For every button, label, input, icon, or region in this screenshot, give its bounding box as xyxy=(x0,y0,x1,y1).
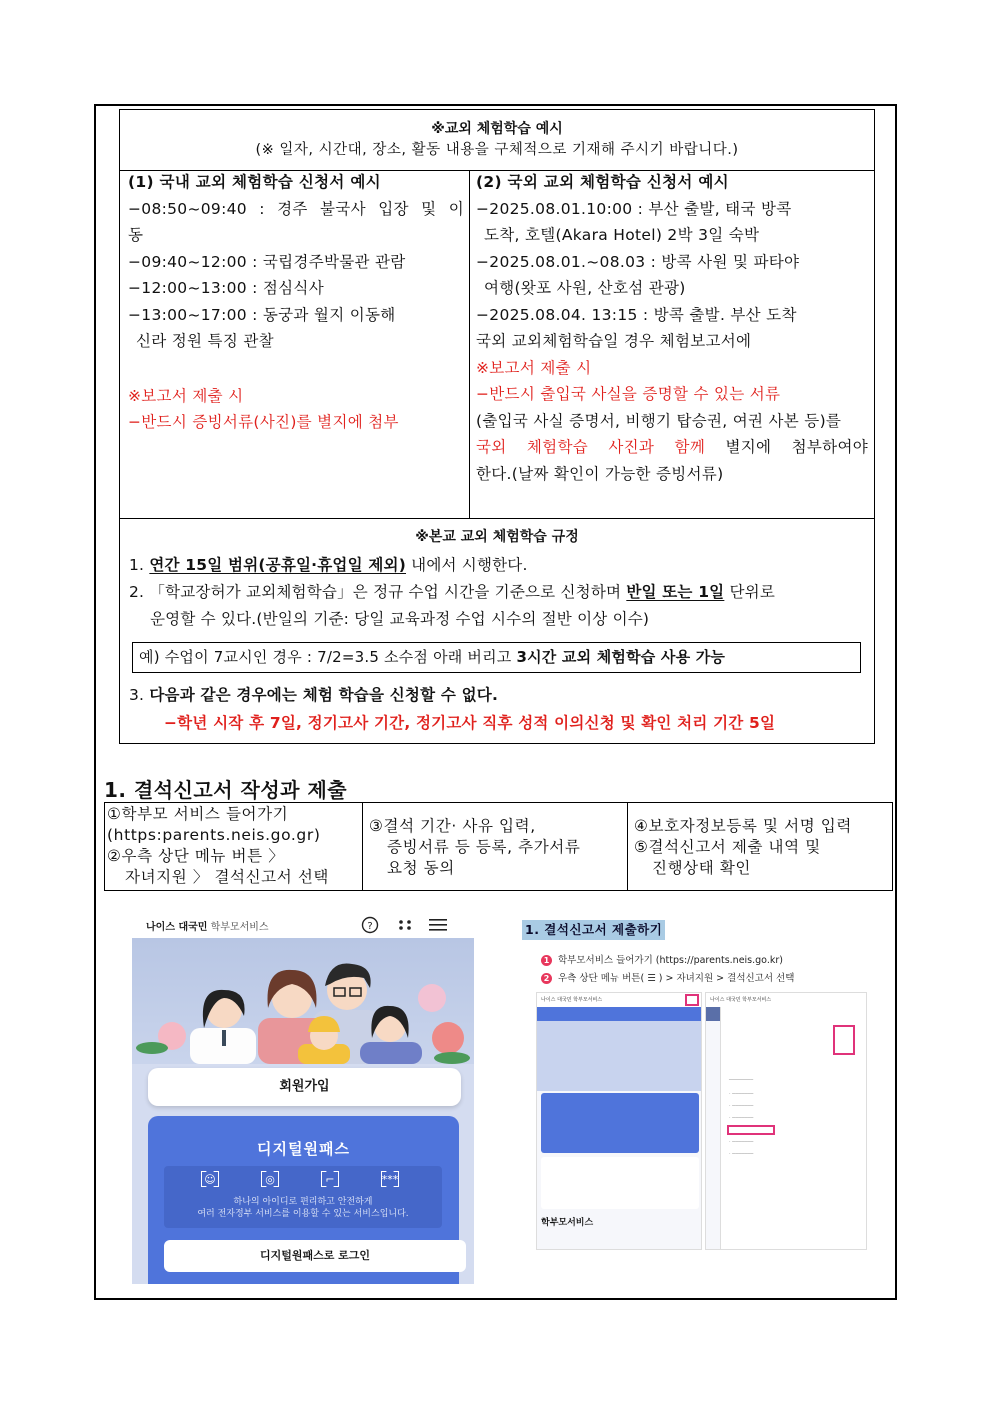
mini-side-menu xyxy=(720,1007,867,1250)
digital-one-pass-login-button[interactable]: 디지털원패스로 로그인 xyxy=(164,1240,466,1272)
guide-step-1 xyxy=(541,952,783,966)
join-button[interactable]: 회원가입 xyxy=(148,1068,461,1106)
step-number-badge: 2 xyxy=(541,973,552,984)
example-title: ※교외 체험학습 예시 xyxy=(431,121,563,137)
step-text: ⑤결석신고서 제출 내역 및 xyxy=(634,838,821,856)
rules-title: ※본교 교외 체험학습 규정 xyxy=(415,529,579,545)
brand-light: 학부모서비스 xyxy=(207,922,269,933)
rule-1 xyxy=(129,553,528,575)
mini-shortcut-icons xyxy=(541,1157,699,1209)
steps-column-2 xyxy=(363,803,628,890)
guide-title: 1. 결석신고서 제출하기 xyxy=(522,920,665,940)
rule-2-emphasis: 반일 또는 1일 xyxy=(626,583,725,601)
rules-box xyxy=(119,518,875,744)
rule-2 xyxy=(129,580,775,602)
step-text: ④보호자정보등록 및 서명 입력 xyxy=(634,817,852,835)
absence-report-menu-highlight xyxy=(727,1125,775,1135)
rule-1-emphasis: 연간 15일 범위(공휴일·휴업일 제외) xyxy=(149,556,407,574)
overseas-heading: (2) 국외 교외 체험학습 신청서 예시 xyxy=(476,173,729,191)
guide-step-text: 우측 상단 메뉴 버튼( ☰ ) > 자녀지원 > 결석신고서 선택 xyxy=(558,973,795,984)
overseas-docs-line: (출입국 사실 증명서, 비행기 탑승권, 여권 사본 등)를 xyxy=(476,411,842,430)
rule-number: 2. xyxy=(129,583,145,601)
domestic-line: 신라 정원 특징 관찰 xyxy=(136,332,274,350)
menu-item: · ─────── xyxy=(729,1151,754,1157)
step-text: 증빙서류 등 등록, 추가서류 xyxy=(387,838,581,856)
step-text: 자녀지원 〉 결석신고서 선택 xyxy=(125,868,329,886)
menu-icon[interactable] xyxy=(428,915,448,935)
mini-student-card xyxy=(541,1093,699,1153)
brand-bold: 나이스 대국민 xyxy=(146,922,208,933)
step-text: ②우측 상단 메뉴 버튼 〉 xyxy=(107,847,285,865)
mini-brand: 나이스 대국민 학부모서비스 xyxy=(706,993,866,1007)
example-table xyxy=(119,109,875,519)
parent-service-screenshot xyxy=(132,912,474,1284)
family-illustration xyxy=(132,938,474,1064)
desc-line: 여러 전자정부 서비스를 이용할 수 있는 서비스입니다. xyxy=(197,1209,409,1219)
example-emphasis: 3시간 교외 체험학습 사용 가능 xyxy=(516,648,726,666)
rule-3 xyxy=(129,683,498,705)
domestic-line: −08:50~09:40 : 경주 불국사 입장 및 이 xyxy=(128,199,464,218)
domestic-line: 동 xyxy=(128,226,144,244)
rule-3-detail: −학년 시작 후 7일, 정기고사 기간, 정기고사 직후 성적 이의신청 및 확인 처리 기간 5일 xyxy=(164,714,776,732)
digital-one-pass-description xyxy=(164,1196,442,1220)
mini-screen-menu xyxy=(705,992,867,1250)
menu-item: · ─────── xyxy=(729,1103,754,1109)
digital-one-pass-title: 디지털원패스 xyxy=(257,1140,350,1158)
attach-black-text: 별지에 첨부하여야 xyxy=(705,438,869,456)
guide-step-text: 학부모서비스 들어가기 (https://parents.neis.go.kr) xyxy=(558,955,783,966)
overseas-attach-line xyxy=(476,434,868,461)
step-text: 요청 동의 xyxy=(387,859,455,877)
overseas-line: −2025.08.01.10:00 : 부산 출발, 태국 방콕 xyxy=(476,199,792,218)
example-subtitle: (※ 일자, 시간대, 장소, 활동 내용을 구체적으로 기재해 주시기 바랍니다.) xyxy=(255,142,739,158)
auth-methods-panel xyxy=(164,1166,442,1228)
guide-step-2 xyxy=(541,970,794,984)
domestic-line: −09:40~12:00 : 국립경주박물관 관람 xyxy=(128,252,406,271)
overseas-line: 국외 교외체험학습일 경우 체험보고서에 xyxy=(476,332,752,350)
step-text: ③결석 기간· 사유 입력, xyxy=(369,817,536,835)
domestic-line: −12:00~13:00 : 점심식사 xyxy=(128,279,324,297)
domestic-example xyxy=(128,169,464,436)
rule-number: 1. xyxy=(129,556,145,574)
absence-report-guide-screenshot xyxy=(519,918,867,1252)
help-icon[interactable] xyxy=(360,915,380,935)
overseas-line: −2025.08.04. 13:15 : 방콕 출발. 부산 도착 xyxy=(476,305,797,324)
overseas-example xyxy=(476,169,868,487)
overseas-report-detail: −반드시 출입국 사실을 증명할 수 있는 서류 xyxy=(476,385,781,403)
steps-table xyxy=(104,802,893,891)
mini-brand: 나이스 대국민 학부모서비스 xyxy=(537,993,701,1007)
menu-item: · ─────── xyxy=(729,1115,754,1121)
overseas-line: 여행(왓포 사원, 산호섬 관광) xyxy=(484,279,686,297)
svg-text:?: ? xyxy=(367,921,373,932)
menu-item: ──────── xyxy=(729,1077,754,1083)
pin-icon: *** xyxy=(380,1170,400,1188)
step-number-badge: 1 xyxy=(541,955,552,966)
example-text: 예) 수업이 7교시인 경우 : 7/2=3.5 소수점 아래 버리고 xyxy=(139,648,517,666)
overseas-final-line: 한다.(날짜 확인이 가능한 증빙서류) xyxy=(476,464,724,483)
menu-button-highlight xyxy=(685,994,699,1006)
apps-icon[interactable] xyxy=(395,915,415,935)
overseas-line: −2025.08.01.~08.03 : 방콕 사원 및 파타야 xyxy=(476,252,800,271)
pattern-icon: ⌐ xyxy=(320,1170,340,1188)
mini-screen-home xyxy=(536,992,702,1250)
fingerprint-icon: ◎ xyxy=(260,1170,280,1188)
overseas-line: 도착, 호텔(Akara Hotel) 2박 3일 숙박 xyxy=(484,226,760,244)
steps-column-3 xyxy=(628,803,892,890)
app-header xyxy=(132,912,474,938)
rule-2-text-end: 단위로 xyxy=(724,583,776,601)
child-support-highlight xyxy=(833,1025,855,1055)
overseas-report-note: ※보고서 제출 시 xyxy=(476,358,592,377)
menu-item: · ─────── xyxy=(729,1139,754,1145)
rule-1-text: 내에서 시행한다. xyxy=(406,556,528,574)
face-auth-icon: ☺ xyxy=(200,1170,220,1188)
column-divider xyxy=(469,171,470,518)
domestic-report-detail: −반드시 증빙서류(사진)를 별지에 첨부 xyxy=(128,413,399,431)
section-heading: 1. 결석신고서 작성과 제출 xyxy=(104,778,348,802)
rule-2-line2: 운영할 수 있다.(반일의 기준: 당일 교육과정 수업 시수의 절반 이상 이수) xyxy=(150,610,650,628)
calculation-example-box xyxy=(132,642,861,673)
step-text: 진행상태 확인 xyxy=(652,859,751,877)
mini-footer-title: 학부모서비스 xyxy=(541,1218,594,1228)
domestic-heading: (1) 국내 교외 체험학습 신청서 예시 xyxy=(128,173,381,191)
example-table-header xyxy=(120,110,874,171)
app-brand xyxy=(146,918,269,933)
step-text: ①학부모 서비스 들어가기 xyxy=(107,805,289,823)
desc-line: 하나의 아이디로 편리하고 안전하게 xyxy=(233,1197,373,1207)
mini-illustration xyxy=(537,1021,701,1091)
mini-school-bar xyxy=(537,1007,701,1021)
domestic-line: −13:00~17:00 : 동궁과 월지 이동해 xyxy=(128,305,396,324)
rule-3-text: 다음과 같은 경우에는 체험 학습을 신청할 수 없다. xyxy=(149,686,499,704)
rule-number: 3. xyxy=(129,686,145,704)
attach-red-text: 국외 체험학습 사진과 함께 xyxy=(476,438,706,456)
step-url: (https:parents.neis.go.gr) xyxy=(107,826,321,844)
menu-item: · ─────── xyxy=(729,1091,754,1097)
rule-2-text: 「학교장허가 교외체험학습」은 정규 수업 시간을 기준으로 신청하며 xyxy=(149,583,627,601)
steps-column-1 xyxy=(105,803,363,890)
domestic-report-note: ※보고서 제출 시 xyxy=(128,386,244,405)
